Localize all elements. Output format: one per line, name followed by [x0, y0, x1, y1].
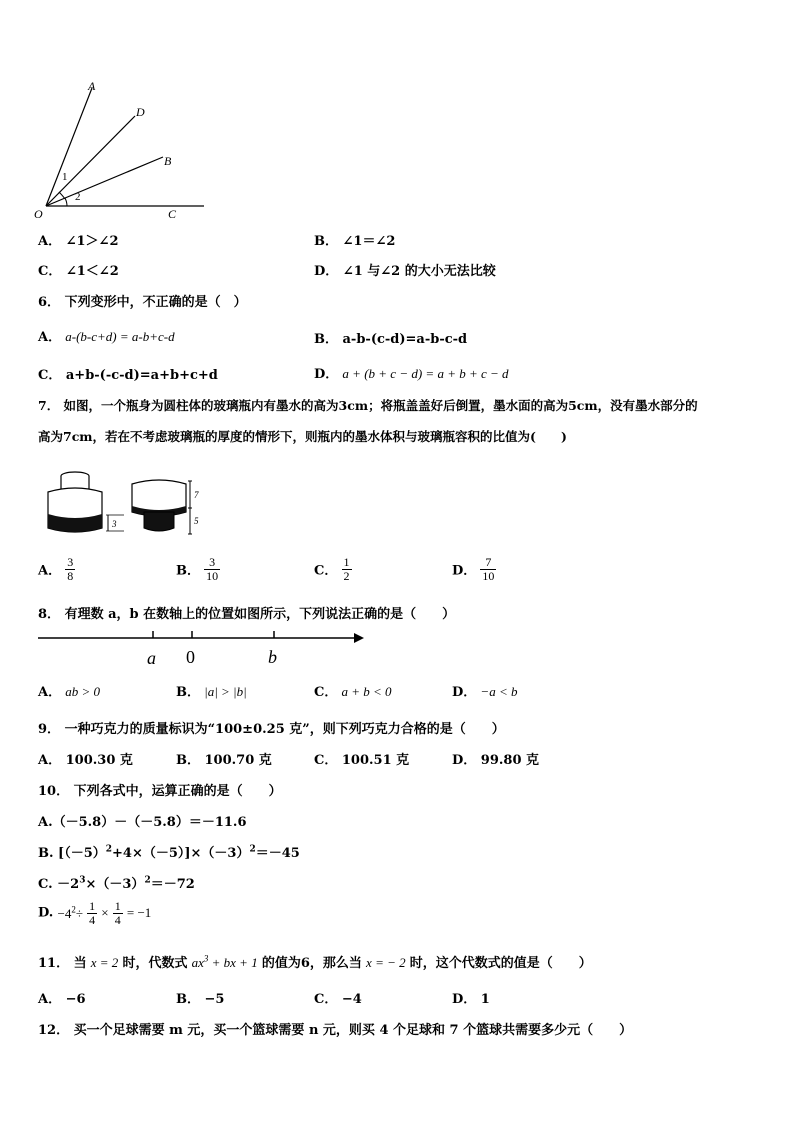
- q10-option-c[interactable]: C. $-2^3\times(-3)^2=-72$: [38, 875, 195, 892]
- number-line-arrow: [354, 633, 364, 643]
- q8-option-c[interactable]: [314, 681, 392, 700]
- q8-option-b[interactable]: [176, 681, 247, 700]
- q9-option-a[interactable]: A． 100.30 克: [38, 753, 133, 768]
- q7-option-d-fraction: $\frac{7}{10}$: [482, 555, 495, 583]
- q11-option-a[interactable]: A． −6: [38, 992, 86, 1007]
- q10-option-b[interactable]: B. $[(-5)^2+4\times(-5)]\times(-3)^2=-45$: [38, 844, 300, 861]
- angle-arc-1: [59, 192, 65, 199]
- q8-option-c-expr: a + b < 0: [341, 684, 392, 699]
- q10-option-d[interactable]: D. $-4^2\div$ $\frac{1}{4}$ × $\frac{1}{4}$ = −1: [38, 899, 152, 927]
- q7-option-b-fraction: $\frac{3}{10}$: [206, 555, 219, 583]
- q6-option-a-label: A．: [38, 330, 62, 345]
- q7-option-a-fraction: $\frac{3}{8}$: [67, 555, 74, 583]
- q11-option-c[interactable]: C． −4: [314, 992, 362, 1007]
- q8-option-a[interactable]: [38, 681, 100, 700]
- label-A: A: [88, 79, 96, 93]
- q9-stem: 9． 一种巧克力的质量标识为“100±0.25 克”，则下列巧克力合格的是（ ）: [38, 722, 505, 737]
- q8-option-a-label: A．: [38, 685, 62, 700]
- q6-stem: 6． 下列变形中，不正确的是（ ）: [38, 295, 247, 310]
- number-line: [36, 628, 366, 672]
- label-O: O: [34, 207, 43, 221]
- q5-option-c[interactable]: C． ∠1＜∠2: [38, 264, 119, 279]
- q7-option-c-label: C．: [314, 563, 338, 579]
- q7-option-a-label: A．: [38, 563, 62, 579]
- label-C: C: [168, 207, 177, 221]
- q9-option-d[interactable]: D． 99.80 克: [452, 753, 540, 768]
- q7-option-c-fraction: $\frac{1}{2}$: [343, 555, 350, 583]
- q7-stem-line1: 7． 如图，一个瓶身为圆柱体的玻璃瓶内有墨水的高为3cm；将瓶盖盖好后倒置，墨水面的高为5cm，没有墨水部分的: [38, 398, 698, 413]
- label-angle-2: 2: [75, 191, 81, 203]
- angle-figure: [32, 78, 212, 223]
- q11-stem: 11． 当 x = 2 时，代数式 $ax^3$ + bx + 1 的值为6，那么当 x = − 2 时，这个代数式的值是（ ）: [38, 953, 592, 971]
- measure-7: 7: [194, 490, 199, 500]
- label-angle-1: 1: [62, 171, 68, 183]
- q6-option-a-expr: a-(b-c+d) = a-b+c-d: [65, 329, 175, 344]
- label-D: D: [136, 105, 145, 119]
- q10-stem: 10． 下列各式中，运算正确的是（ ）: [38, 784, 282, 799]
- q7-option-d-label: D．: [452, 563, 477, 579]
- q8-option-c-label: C．: [314, 685, 338, 700]
- q6-option-b[interactable]: B． a-b-(c-d)=a-b-c-d: [314, 332, 468, 347]
- q10-option-a[interactable]: A.（－5.8）－（－5.8）＝－11.6: [38, 815, 247, 830]
- q7-option-a[interactable]: [38, 556, 75, 582]
- q6-option-c[interactable]: C． a+b-(-c-d)=a+b+c+d: [38, 368, 218, 383]
- measure-3: 3: [112, 519, 117, 529]
- bottle2-cap: [144, 512, 174, 531]
- q5-option-a[interactable]: A． ∠1＞∠2: [38, 234, 119, 249]
- q11-option-b[interactable]: B． −5: [176, 992, 225, 1007]
- q12-stem: 12． 买一个足球需要 m 元，买一个篮球需要 n 元，则买 4 个足球和 7 个篮球共需要多少元（ ）: [38, 1023, 633, 1038]
- q8-option-d-expr: −a < b: [480, 684, 518, 699]
- q7-option-b-label: B．: [176, 563, 200, 579]
- q8-option-b-label: B．: [176, 685, 200, 700]
- q7-option-b[interactable]: [176, 556, 220, 582]
- q6-option-d-expr: a + (b + c − d) = a + b + c − d: [342, 366, 509, 381]
- angle-arc-2: [65, 198, 67, 206]
- q9-option-c[interactable]: C． 100.51 克: [314, 753, 410, 768]
- label-0: 0: [186, 647, 195, 667]
- label-B: B: [164, 154, 172, 168]
- q8-option-d[interactable]: [452, 681, 517, 700]
- label-b: b: [268, 647, 277, 667]
- bottle-figure: [40, 468, 205, 540]
- q7-option-c[interactable]: [314, 556, 352, 582]
- q11-option-d[interactable]: D． 1: [452, 992, 490, 1007]
- q6-option-a[interactable]: [38, 326, 175, 345]
- q7-stem-line2: 高为7cm，若在不考虑玻璃瓶的厚度的情形下，则瓶内的墨水体积与玻璃瓶容积的比值为( ): [38, 429, 567, 444]
- q7-option-d[interactable]: [452, 556, 496, 582]
- q8-option-a-expr: ab > 0: [65, 684, 101, 699]
- q6-option-d[interactable]: [314, 363, 509, 382]
- q8-stem: 8． 有理数 a，b 在数轴上的位置如图所示，下列说法正确的是（ ）: [38, 607, 456, 622]
- q9-option-b[interactable]: B． 100.70 克: [176, 753, 272, 768]
- measure-5: 5: [194, 516, 199, 526]
- label-a: a: [147, 648, 156, 668]
- q8-option-d-label: D．: [452, 685, 477, 700]
- q8-option-b-expr: |a| > |b|: [204, 684, 247, 699]
- q5-option-d[interactable]: D． ∠1 与∠2 的大小无法比较: [314, 264, 496, 279]
- ray-oa: [46, 88, 92, 206]
- q5-option-b[interactable]: B． ∠1＝∠2: [314, 234, 396, 249]
- q6-option-d-label: D．: [314, 367, 339, 382]
